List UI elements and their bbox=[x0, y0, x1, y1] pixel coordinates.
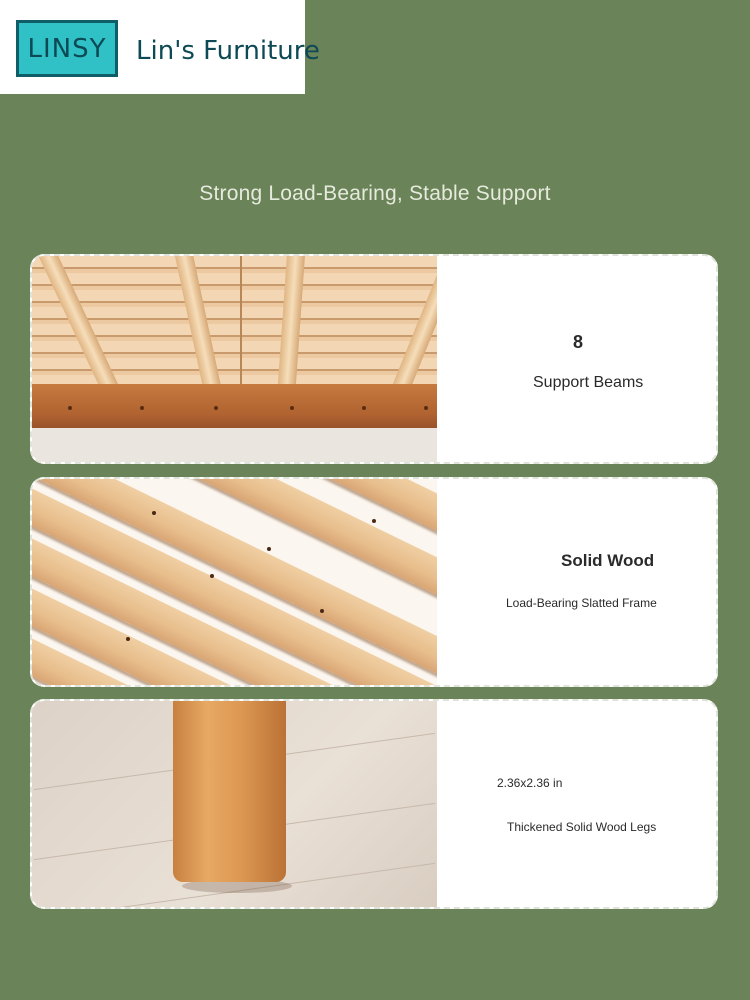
wood-leg-photo bbox=[32, 701, 437, 907]
feature-label: Load-Bearing Slatted Frame bbox=[506, 596, 657, 610]
feature-label: Support Beams bbox=[533, 374, 644, 391]
feature-card-slatted-frame bbox=[30, 477, 718, 687]
feature-value: 2.36x2.36 in bbox=[497, 776, 563, 790]
support-beams-photo bbox=[32, 256, 437, 462]
section-headline: Strong Load-Bearing, Stable Support bbox=[199, 182, 551, 205]
feature-card-support-beams bbox=[30, 254, 718, 464]
feature-value: Solid Wood bbox=[561, 551, 655, 570]
feature-value: 8 bbox=[573, 332, 584, 352]
brand-logo[interactable] bbox=[16, 20, 118, 77]
logo-text: LINSY bbox=[27, 33, 107, 64]
brand-header bbox=[0, 0, 320, 94]
feature-card-legs bbox=[30, 699, 718, 909]
feature-label: Thickened Solid Wood Legs bbox=[507, 820, 657, 834]
slatted-frame-photo bbox=[32, 479, 437, 685]
brand-name: Lin's Furniture bbox=[136, 36, 320, 66]
